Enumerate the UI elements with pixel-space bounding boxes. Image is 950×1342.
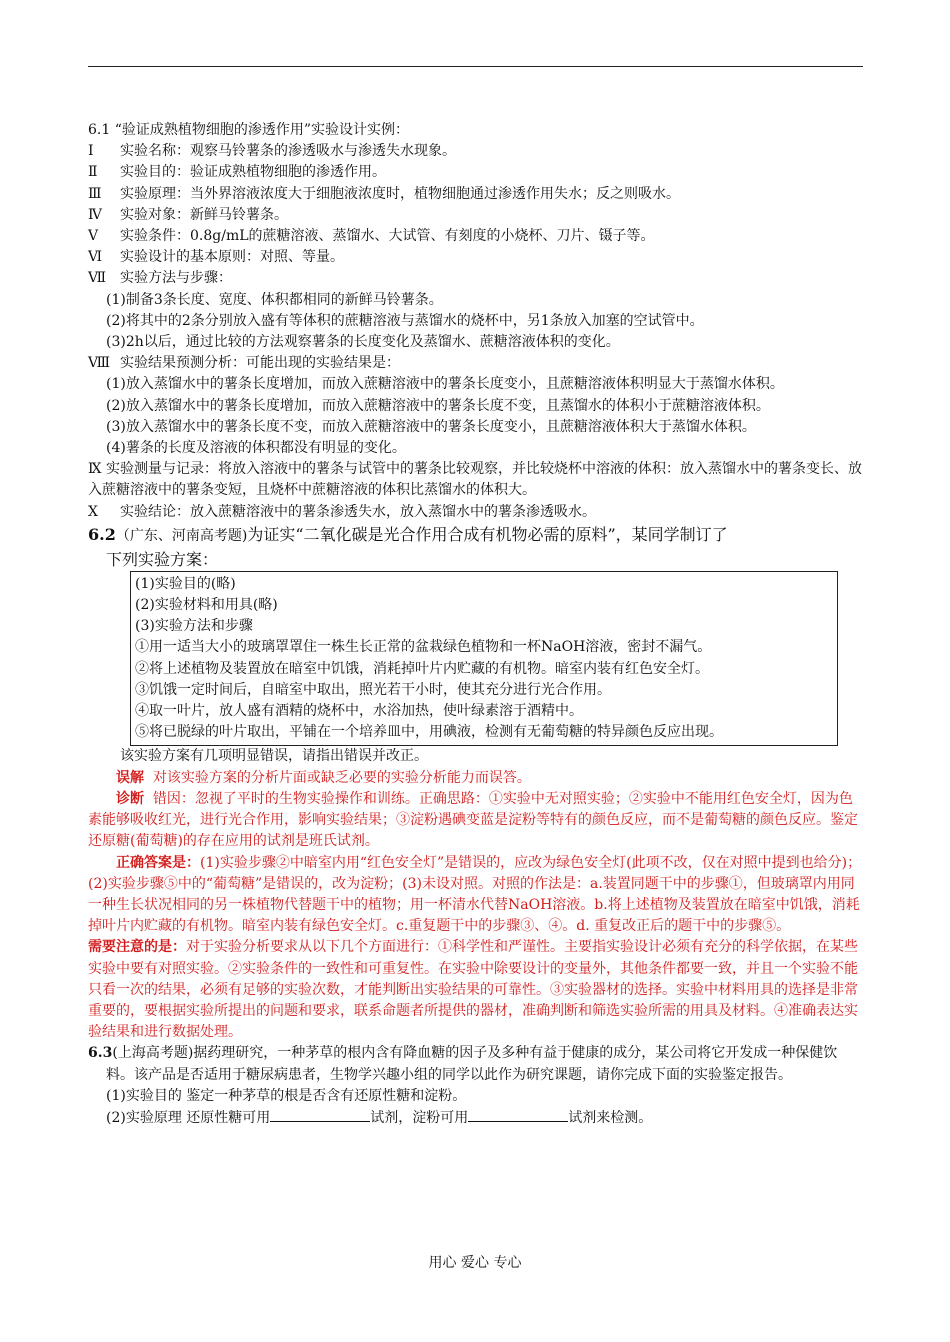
page-footer: 用心 爱心 专心	[428, 1255, 522, 1271]
principle-text-c: 试剂来检测。	[568, 1109, 653, 1126]
diagnosis	[88, 789, 863, 853]
section-6-2-title	[88, 523, 863, 548]
correct-answer-label: 正确答案是：	[116, 854, 200, 871]
item-iii	[88, 184, 863, 205]
item-text: 实验方法与步骤：	[120, 270, 232, 287]
item-text: 实验对象：新鲜马铃薯条。	[120, 206, 288, 223]
section-6-1-title: 6.1 “验证成熟植物细胞的渗透作用”实验设计实例：	[88, 122, 410, 138]
section-title-line1: 为证实“二氧化碳是光合作用合成有机物必需的原料”，某同学制订了	[247, 524, 728, 544]
item-num: Ⅱ	[88, 164, 98, 181]
item-num: Ⅳ	[88, 206, 102, 223]
result-2: (2)放入蒸馏水中的薯条长度增加，而放入蔗糖溶液中的薯条长度不变，且蒸馏水的体积小于蔗糖溶液体积。	[106, 397, 770, 414]
answer-blank-2[interactable]	[468, 1107, 568, 1122]
item-text: 实验名称：观察马铃薯条的渗透吸水与渗透失水现象。	[120, 143, 456, 160]
item-num: Ⅶ	[88, 270, 107, 287]
item-iv	[88, 205, 863, 226]
answer-blank-1[interactable]	[270, 1107, 370, 1122]
plan-line: (3)实验方法和步骤	[135, 618, 253, 635]
item-text: 实验原理：当外界溶液浓度大于细胞液浓度时，植物细胞通过渗透作用失水；反之则吸水。	[120, 185, 680, 202]
correct-answer-text: (1)实验步骤②中暗室内用“红色安全灯”是错误的，应改为绿色安全灯(此项不改，仅在对照中提到也给分)；(2)实验步骤⑤中的“葡萄糖”是错误的，改为淀粉；(3)未设对照。对照的作法是：a.装置同题干中的步骤①，但玻璃罩内用同一种生长状况相同的另一株植物代替题干中的植物；用一杯清水代替NaOH溶液。b.将上述植物及装置放在暗室中饥饿，消耗掉叶片内贮藏的有机物。暗室内装有绿色安全灯。c.重复题干中的步骤③、④。d. 重复改正后的题干中的步骤⑤。	[88, 854, 862, 935]
experiment-plan-box	[130, 571, 838, 747]
item-x	[88, 502, 863, 523]
item-text: 实验结论：放入蔗糖溶液中的薯条渗透失水，放入蒸馏水中的薯条渗透吸水。	[120, 503, 596, 520]
section-6-3-text: (上海高考题)据药理研究，一种茅草的根内含有降血糖的因子及多种有益于健康的成分，某公司将它开发成一种保健饮料。该产品是否适用于糖尿病患者，生物学兴趣小组的同学以此作为研究课题，请你完成下面的实验鉴定报告。	[106, 1045, 838, 1083]
correct-answer	[88, 853, 863, 938]
attention-text: 对于实验分析要求从以下几个方面进行：①科学性和严谨性。主要指实验设计必须有充分的科学依据，在某些实验中要有对照实验。②实验条件的一致性和可重复性。在实验中除要设计的变量外，其他条件都要一致，并且一个实验不能只看一次的结果，必须有足够的实验次数，才能判断出实验结果的可靠性。③实验器材的选择。实验中材料用具的选择是非常重要的，要根据实验所提出的问题和要求，联系命题者所提供的器材，准确判断和筛选实验所需的用具及材料。④准确表达实验结果和进行数据处理。	[88, 939, 858, 1041]
misunderstanding-text: 对该实验方案的分析片面或缺乏必要的实验分析能力而误答。	[152, 769, 531, 786]
step-3: (3)2h以后，通过比较的方法观察薯条的长度变化及蒸馏水、蔗糖溶液体积的变化。	[106, 334, 620, 351]
plan-line: ①用一适当大小的玻璃罩罩住一株生长正常的盆栽绿色植物和一杯NaOH溶液，密封不漏气。	[135, 639, 712, 656]
plan-line: ④取一叶片，放人盛有酒精的烧杯中，水浴加热，使叶绿素溶于酒精中。	[135, 703, 583, 720]
diagnosis-label: 诊断	[116, 790, 144, 807]
header-rule	[88, 66, 863, 67]
report-purpose: (1)实验目的 鉴定一种茅草的根是否含有还原性糖和淀粉。	[106, 1087, 467, 1104]
plan-line: (1)实验目的(略)	[135, 575, 236, 592]
item-text: 实验设计的基本原则：对照、等量。	[120, 249, 344, 266]
report-principle	[88, 1107, 863, 1129]
item-num: Ⅰ	[88, 143, 94, 160]
item-vi	[88, 247, 863, 268]
misunderstanding	[88, 768, 863, 789]
question-text: 该实验方案有几项明显错误，请指出错误并改正。	[120, 748, 428, 765]
step-2: (2)将其中的2条分别放入盛有等体积的蔗糖溶液与蒸馏水的烧杯中，另1条放入加塞的空试管中。	[106, 312, 704, 329]
item-text: 实验结果预测分析：可能出现的实验结果是：	[120, 355, 400, 372]
result-1: (1)放入蒸馏水中的薯条长度增加，而放入蔗糖溶液中的薯条长度变小，且蔗糖溶液体积明显大于蒸馏水体积。	[106, 376, 784, 393]
step-1: (1)制备3条长度、宽度、体积都相同的新鲜马铃薯条。	[106, 291, 443, 308]
section-6-2-title-line2: 下列实验方案：	[106, 549, 219, 569]
result-3: (3)放入蒸馏水中的薯条长度不变，而放入蔗糖溶液中的薯条长度变小，且蔗糖溶液体积大于蒸馏水体积。	[106, 418, 756, 435]
misunderstanding-label: 误解	[116, 769, 144, 786]
item-vii	[88, 268, 863, 289]
item-num: Ⅷ	[88, 355, 111, 372]
section-num: 6.3	[88, 1045, 113, 1062]
item-num: Ⅹ	[88, 503, 98, 520]
item-text: 实验条件：0.8g/mL的蔗糖溶液、蒸馏水、大试管、有刻度的小烧杯、刀片、镊子等。	[120, 228, 655, 245]
result-4: (4)薯条的长度及溶液的体积都没有明显的变化。	[106, 440, 406, 457]
principle-text-b: 试剂，淀粉可用	[370, 1109, 469, 1126]
item-viii	[88, 353, 863, 374]
document-body	[88, 120, 863, 1129]
plan-line: ②将上述植物及装置放在暗室中饥饿，消耗掉叶片内贮藏的有机物。暗室内装有红色安全灯。	[135, 660, 709, 677]
item-v	[88, 226, 863, 247]
diagnosis-text: 错因：忽视了平时的生物实验操作和训练。正确思路：①实验中无对照实验；②实验中不能用红色安全灯，因为色素能够吸收红光，进行光合作用，影响实验结果；③淀粉遇碘变蓝是淀粉等特有的颜色反应，而不是葡萄糖的颜色反应。鉴定还原糖(葡萄糖)的存在应用的试剂是班氏试剂。	[88, 790, 858, 850]
principle-text-a: (2)实验原理 还原性糖可用	[106, 1109, 271, 1126]
item-text: 实验目的：验证成熟植物细胞的渗透作用。	[120, 164, 386, 181]
plan-line: ⑤将已脱绿的叶片取出，平铺在一个培养皿中，用碘液，检测有无葡萄糖的特异颜色反应出现。	[135, 724, 723, 741]
item-num: Ⅲ	[88, 185, 102, 202]
plan-line: (2)实验材料和用具(略)	[135, 597, 278, 614]
attention-note	[88, 937, 863, 1043]
attention-label: 需要注意的是：	[88, 939, 186, 956]
plan-line: ③饥饿一定时间后，自暗室中取出，照光若干小时，使其充分进行光合作用。	[135, 681, 611, 698]
item-ix: Ⅸ 实验测量与记录：将放入溶液中的薯条与试管中的薯条比较观察，并比较烧杯中溶液的体积：放入蒸馏水中的薯条变长、放入蔗糖溶液中的薯条变短，且烧杯中蔗糖溶液的体积比蒸馏水的体积大。	[88, 461, 862, 499]
section-source: （广东、河南高考题)	[115, 527, 248, 544]
item-num: Ⅵ	[88, 249, 103, 266]
item-num: Ⅴ	[88, 228, 99, 245]
section-6-3	[88, 1043, 863, 1085]
item-i	[88, 141, 863, 162]
section-num: 6.2	[88, 524, 116, 544]
item-ii	[88, 162, 863, 183]
